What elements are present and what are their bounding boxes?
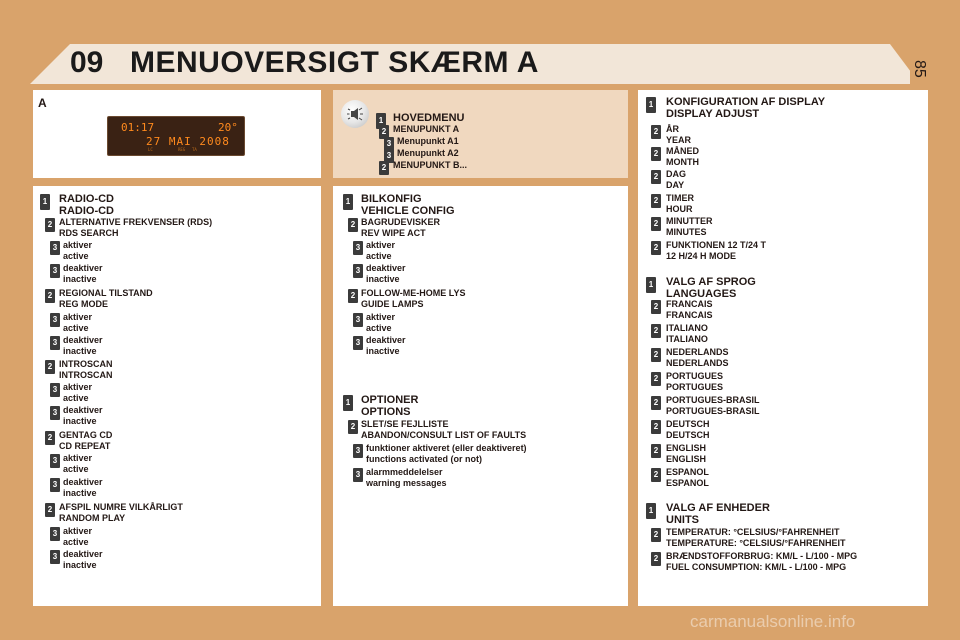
level-badge: 2 (45, 503, 55, 517)
radio-cd-menu-item (63, 405, 103, 427)
menu-item-line: FUNKTIONEN 12 T/24 T (666, 240, 767, 250)
level-badge: 3 (353, 241, 363, 255)
menu-item-line: DEUTSCH (666, 419, 710, 429)
menu-item-line: PORTUGUES-BRASIL (666, 406, 760, 416)
menu-item-line: OPTIONER (361, 394, 419, 406)
level-badge: 3 (50, 264, 60, 278)
menu-item-line: MENUPUNKT A (393, 124, 460, 134)
menu-item-line: ALTERNATIVE FREKVENSER (RDS) (59, 217, 213, 227)
menu-item-line: active (63, 251, 89, 261)
display-config-menu-item (666, 240, 766, 262)
menu-item-line: active (63, 393, 89, 403)
menu-item-line: TEMPERATUR: °CELSIUS/°FAHRENHEIT (666, 527, 840, 537)
speaker-icon (341, 100, 369, 128)
menu-item-line: inactive (63, 274, 97, 284)
display-label: A (38, 96, 47, 110)
units-menu-item (666, 502, 770, 526)
level-badge: 2 (651, 324, 661, 338)
menu-item-line: active (63, 537, 89, 547)
level-badge: 3 (384, 137, 394, 151)
level-badge: 1 (646, 97, 656, 113)
menu-item-line: DAY (666, 180, 685, 190)
radio-cd-menu-item (63, 453, 92, 475)
menu-item-line: ITALIANO (666, 323, 708, 333)
level-badge: 1 (40, 194, 50, 210)
bilkonfig-menu-item (366, 335, 406, 357)
menu-item-line: inactive (63, 488, 97, 498)
level-badge: 2 (379, 161, 389, 175)
hovedmenu-panel (333, 90, 628, 178)
page-number: 85 (911, 60, 928, 78)
level-badge: 2 (651, 444, 661, 458)
menu-item-line: inactive (63, 560, 97, 570)
menu-item-line: SLET/SE FEJLLISTE (361, 419, 449, 429)
level-badge: 3 (353, 336, 363, 350)
menu-item-line: ENGLISH (666, 454, 707, 464)
menu-item-line: TIMER (666, 193, 694, 203)
bilkonfig-menu-item (361, 217, 440, 239)
menu-item-line: GUIDE LAMPS (361, 299, 424, 309)
menu-item-line: active (366, 323, 392, 333)
level-badge: 3 (384, 149, 394, 163)
optioner-menu-item (366, 443, 527, 465)
level-badge: 2 (379, 125, 389, 139)
menu-item-line: AFSPIL NUMRE VILKÅRLIGT (59, 502, 183, 512)
radio-cd-menu-item (63, 549, 103, 571)
menu-item-line: UNITS (666, 514, 699, 526)
menu-item-line: PORTUGUES (666, 371, 724, 381)
menu-item-line: TEMPERATURE: °CELSIUS/°FAHRENHEIT (666, 538, 846, 548)
languages-menu-item (666, 323, 708, 345)
menu-item-line: KONFIGURATION AF DISPLAY (666, 96, 826, 108)
level-badge: 1 (343, 194, 353, 210)
level-badge: 2 (651, 241, 661, 255)
lcd-time: 01:17 (121, 121, 155, 134)
level-badge: 2 (651, 372, 661, 386)
languages-menu-item (666, 395, 760, 417)
menu-item-line: OPTIONS (361, 406, 411, 418)
menu-item-line: INTROSCAN (59, 370, 113, 380)
menu-item-line: VALG AF ENHEDER (666, 502, 770, 514)
level-badge: 1 (646, 277, 656, 293)
menu-item-line: INTROSCAN (59, 359, 113, 369)
units-menu-item (666, 551, 857, 573)
lcd-indicator: TA (192, 147, 197, 152)
level-badge: 3 (50, 336, 60, 350)
hovedmenu-menu-item (397, 148, 459, 159)
level-badge: 2 (651, 528, 661, 542)
hovedmenu-menu-item (393, 112, 465, 124)
menu-item-line: DAG (666, 169, 686, 179)
section-number: 09 (70, 46, 104, 79)
menu-item-line: Menupunkt A2 (397, 148, 459, 158)
menu-item-line: FRANCAIS (666, 310, 713, 320)
menu-item-line: RANDOM PLAY (59, 513, 126, 523)
level-badge: 3 (353, 444, 363, 458)
radio-cd-menu-item (63, 526, 92, 548)
lcd-temperature: 20° (218, 121, 238, 134)
menu-item-line: PORTUGUES (666, 382, 724, 392)
menu-item-line: VALG AF SPROG (666, 276, 756, 288)
languages-menu-item (666, 467, 709, 489)
bilkonfig-menu-item (366, 312, 395, 334)
menu-item-line: inactive (63, 416, 97, 426)
languages-menu-item (666, 276, 756, 300)
menu-item-line: MENUPUNKT B... (393, 160, 467, 170)
radio-cd-menu-item (63, 312, 92, 334)
display-config-menu-item (666, 193, 694, 215)
menu-item-line: MÅNED (666, 146, 699, 156)
level-badge: 1 (376, 113, 386, 129)
menu-item-line: DISPLAY ADJUST (666, 108, 760, 120)
menu-item-line: BILKONFIG (361, 193, 422, 205)
level-badge: 3 (353, 313, 363, 327)
languages-menu-item (666, 347, 729, 369)
level-badge: 3 (353, 264, 363, 278)
menu-item-line: deaktiver (63, 335, 103, 345)
menu-item-line: ESPANOL (666, 467, 709, 477)
display-config-menu-item (666, 146, 699, 168)
page-title: MENUOVERSIGT SKÆRM A (130, 46, 539, 79)
menu-item-line: deaktiver (366, 335, 406, 345)
level-badge: 2 (651, 552, 661, 566)
menu-item-line: MINUTES (666, 227, 707, 237)
menu-item-line: HOVEDMENU (393, 112, 465, 124)
languages-menu-item (666, 419, 710, 441)
menu-item-line: VEHICLE CONFIG (361, 205, 455, 217)
menu-item-line: inactive (63, 346, 97, 356)
menu-item-line: MINUTTER (666, 216, 713, 226)
menu-item-line: ABANDON/CONSULT LIST OF FAULTS (361, 430, 527, 440)
level-badge: 2 (651, 420, 661, 434)
menu-item-line: deaktiver (63, 263, 103, 273)
radio-cd-menu-item (63, 477, 103, 499)
menu-item-line: 12 H/24 H MODE (666, 251, 737, 261)
languages-menu-item (666, 443, 706, 465)
level-badge: 2 (651, 147, 661, 161)
menu-item-line: MONTH (666, 157, 699, 167)
radio-cd-menu-item (63, 240, 92, 262)
display-config-menu-item (666, 124, 691, 146)
menu-item-line: BAGRUDEVISKER (361, 217, 441, 227)
level-badge: 1 (343, 395, 353, 411)
menu-item-line: REV WIPE ACT (361, 228, 426, 238)
radio-cd-menu-item (59, 359, 113, 381)
menu-item-line: REGIONAL TILSTAND (59, 288, 153, 298)
hovedmenu-menu-item (397, 136, 459, 147)
menu-item-line: ÅR (666, 124, 679, 134)
menu-item-line: GENTAG CD (59, 430, 113, 440)
lcd-indicator: LC (148, 147, 153, 152)
level-badge: 3 (50, 383, 60, 397)
hovedmenu-menu-item (393, 124, 459, 135)
level-badge: 3 (353, 468, 363, 482)
menu-item-line: NEDERLANDS (666, 358, 729, 368)
display-config-menu-item (666, 96, 825, 120)
menu-item-line: inactive (366, 346, 400, 356)
menu-item-line: FOLLOW-ME-HOME LYS (361, 288, 466, 298)
radio-cd-menu-item (59, 502, 183, 524)
menu-item-line: RDS SEARCH (59, 228, 119, 238)
menu-item-line: aktiver (366, 240, 396, 250)
level-badge: 2 (651, 125, 661, 139)
languages-menu-item (666, 299, 713, 321)
lcd-display (107, 116, 245, 156)
level-badge: 2 (651, 300, 661, 314)
display-config-menu-item (666, 169, 686, 191)
menu-item-line: CD REPEAT (59, 441, 111, 451)
radio-cd-menu-item (59, 288, 153, 310)
menu-item-line: RADIO-CD (59, 193, 114, 205)
menu-item-line: Menupunkt A1 (397, 136, 459, 146)
menu-item-line: deaktiver (63, 477, 103, 487)
units-menu-item (666, 527, 846, 549)
menu-item-line: alarmmeddelelser (366, 467, 443, 477)
level-badge: 2 (45, 360, 55, 374)
menu-item-line: aktiver (63, 240, 93, 250)
level-badge: 2 (651, 217, 661, 231)
level-badge: 2 (45, 431, 55, 445)
watermark: carmanualsonline.info (690, 612, 856, 631)
level-badge: 3 (50, 454, 60, 468)
level-badge: 2 (651, 170, 661, 184)
level-badge: 3 (50, 478, 60, 492)
menu-item-line: REG MODE (59, 299, 109, 309)
menu-item-line: deaktiver (366, 263, 406, 273)
optioner-menu-item (361, 419, 526, 441)
level-badge: 2 (348, 420, 358, 434)
radio-cd-menu-item (59, 217, 212, 239)
level-badge: 1 (646, 503, 656, 519)
menu-item-line: aktiver (366, 312, 396, 322)
optioner-menu-item (366, 467, 447, 489)
menu-item-line: PORTUGUES-BRASIL (666, 395, 760, 405)
menu-item-line: DEUTSCH (666, 430, 710, 440)
languages-menu-item (666, 371, 723, 393)
level-badge: 3 (50, 406, 60, 420)
bilkonfig-menu-item (366, 240, 395, 262)
level-badge: 2 (45, 218, 55, 232)
menu-item-line: YEAR (666, 135, 692, 145)
menu-item-line: aktiver (63, 453, 93, 463)
menu-item-line: deaktiver (63, 405, 103, 415)
menu-item-line: aktiver (63, 526, 93, 536)
menu-item-line: deaktiver (63, 549, 103, 559)
radio-cd-menu-item (59, 193, 114, 217)
menu-item-line: FRANCAIS (666, 299, 713, 309)
level-badge: 2 (348, 289, 358, 303)
level-badge: 2 (651, 194, 661, 208)
menu-item-line: aktiver (63, 312, 93, 322)
level-badge: 2 (45, 289, 55, 303)
menu-item-line: functions activated (or not) (366, 454, 483, 464)
bilkonfig-menu-item (361, 288, 465, 310)
menu-item-line: inactive (366, 274, 400, 284)
menu-item-line: ESPANOL (666, 478, 709, 488)
menu-item-line: active (366, 251, 392, 261)
menu-item-line: warning messages (366, 478, 447, 488)
menu-item-line: aktiver (63, 382, 93, 392)
lcd-date: 27 MAI 2008 (146, 135, 230, 148)
level-badge: 3 (50, 313, 60, 327)
radio-cd-menu-item (63, 382, 92, 404)
menu-item-line: LANGUAGES (666, 288, 737, 300)
level-badge: 2 (348, 218, 358, 232)
level-badge: 2 (651, 348, 661, 362)
menu-item-line: active (63, 323, 89, 333)
lcd-indicator: REG (178, 147, 186, 152)
display-config-menu-item (666, 216, 713, 238)
menu-item-line: NEDERLANDS (666, 347, 729, 357)
menu-item-line: HOUR (666, 204, 693, 214)
radio-cd-menu-item (63, 263, 103, 285)
radio-cd-menu-item (59, 430, 112, 452)
bilkonfig-menu-item (361, 193, 455, 217)
menu-item-line: ENGLISH (666, 443, 707, 453)
optioner-menu-item (361, 394, 418, 418)
menu-item-line: RADIO-CD (59, 205, 114, 217)
level-badge: 3 (50, 550, 60, 564)
menu-item-line: active (63, 464, 89, 474)
radio-cd-menu-item (63, 335, 103, 357)
menu-item-line: ITALIANO (666, 334, 708, 344)
menu-item-line: FUEL CONSUMPTION: KM/L - L/100 - MPG (666, 562, 847, 572)
level-badge: 3 (50, 241, 60, 255)
hovedmenu-menu-item (393, 160, 467, 171)
level-badge: 2 (651, 396, 661, 410)
level-badge: 3 (50, 527, 60, 541)
menu-item-line: BRÆNDSTOFFORBRUG: KM/L - L/100 - MPG (666, 551, 858, 561)
level-badge: 2 (651, 468, 661, 482)
menu-item-line: funktioner aktiveret (eller deaktiveret) (366, 443, 527, 453)
bilkonfig-menu-item (366, 263, 406, 285)
